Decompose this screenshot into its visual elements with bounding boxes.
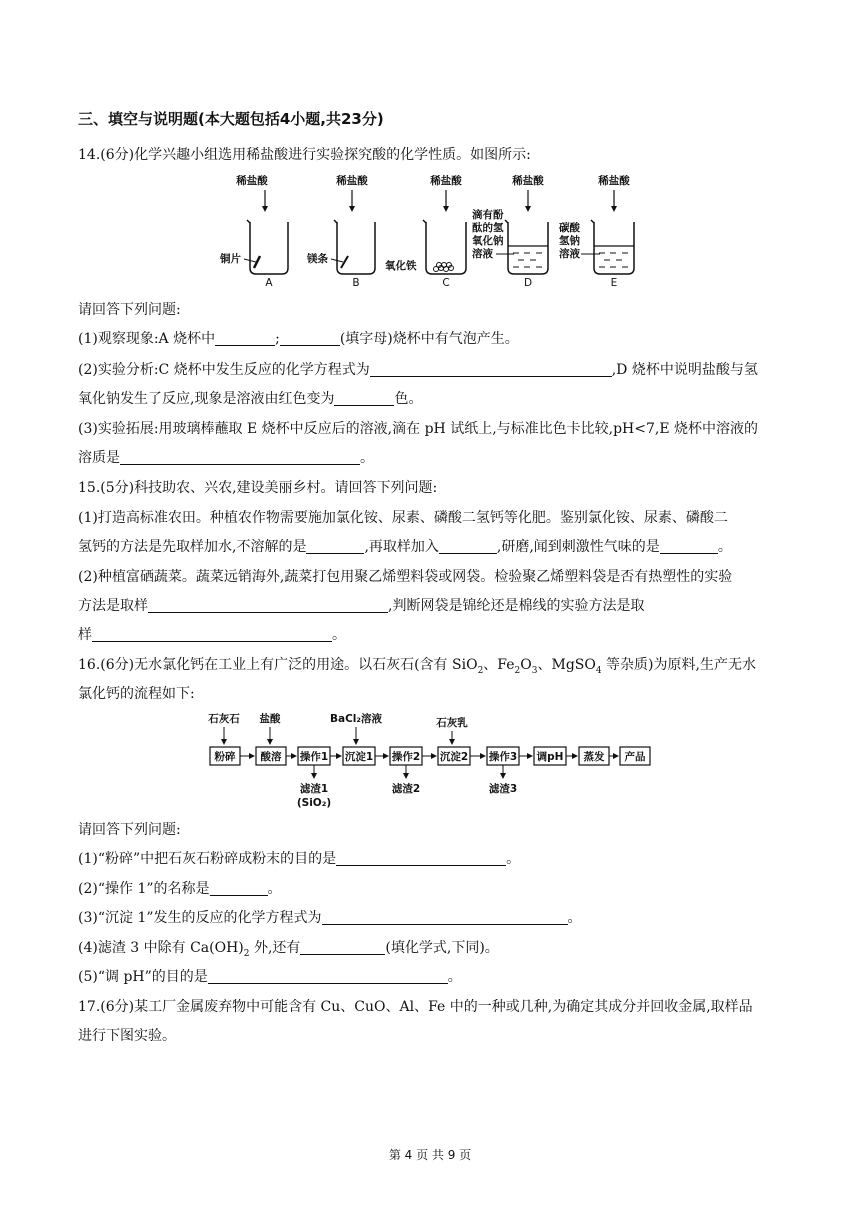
beaker-a — [219, 174, 288, 289]
q16-part4-text-b: 外,还有 — [249, 940, 301, 956]
beaker-c-reagent: 氧化铁 — [385, 260, 417, 272]
q15-part1-text-b: 氢钙的方法是先取样加水,不溶解的是 — [78, 539, 307, 555]
flow-step-7: 操作3 — [488, 751, 518, 763]
q16-stem-c: 、Fe — [483, 657, 515, 673]
flow-step-1: 粉碎 — [214, 751, 236, 763]
q16-part2-text-b: 。 — [267, 881, 282, 897]
beaker-a-reagent: 铜片 — [220, 253, 241, 265]
q16-stem-i: 等杂质)为原料,生产无水 — [601, 657, 756, 673]
q16-stem-h: 4 — [595, 665, 602, 676]
flow-step-10: 产品 — [624, 751, 646, 763]
flow-input-limestone: 石灰石 — [208, 713, 240, 725]
beaker-a-acid-label: 稀盐酸 — [236, 175, 268, 187]
q16-stem-d: 2 — [514, 665, 521, 676]
beaker-e-acid-label: 稀盐酸 — [598, 175, 630, 187]
q16-stem-b: 2 — [477, 665, 484, 676]
q14-stem: 14.(6分)化学兴趣小组选用稀盐酸进行实验探究酸的化学性质。如图所示: — [78, 147, 531, 163]
q14-part3-line2 — [78, 449, 374, 467]
q15-part1-blank-1[interactable] — [306, 539, 364, 554]
beaker-c — [385, 174, 466, 289]
page-footer: 第 4 页 共 9 页 — [388, 1148, 472, 1162]
q14-part2-text-b: ,D 烧杯中说明盐酸与氢 — [611, 362, 758, 378]
beaker-c-acid-label: 稀盐酸 — [430, 175, 462, 187]
beaker-e-reagent-line-2: 氢钠 — [559, 235, 580, 247]
q15-stem: 15.(5分)科技助农、兴农,建设美丽乡村。请回答下列问题: — [78, 480, 438, 496]
q16-stem-a: 16.(6分)无水氯化钙在工业上有广泛的用途。以石灰石(含有 SiO — [78, 657, 478, 673]
q16-part2-text-a: (2)“操作 1”的名称是 — [78, 881, 210, 897]
q16-part3-text-b: 。 — [567, 910, 582, 926]
q16-part5-text-a: (5)“调 pH”的目的是 — [78, 969, 208, 985]
q16-part2 — [78, 880, 282, 898]
q16-part4-blank[interactable] — [300, 940, 385, 955]
q14-part3-line1: (3)实验拓展:用玻璃棒蘸取 E 烧杯中反应后的溶液,滴在 pH 试纸上,与标准比色卡比较,pH<7,E 烧杯中溶液的 — [78, 421, 759, 437]
q16-part1-text-b: 。 — [506, 851, 521, 867]
q15-part2-line2 — [78, 597, 644, 615]
q16-prompt: 请回答下列问题: — [78, 822, 181, 838]
q16-part3-blank[interactable] — [322, 910, 568, 925]
q16-part1-blank[interactable] — [336, 851, 506, 866]
flow-step-4: 沉淀1 — [344, 751, 374, 763]
q16-part5-blank[interactable] — [208, 969, 448, 984]
q14-part1-text-a: (1)观察现象:A 烧杯中 — [78, 331, 216, 347]
q15-part2-text-c: ,判断网袋是锦纶还是棉线的实验方法是取 — [388, 598, 645, 614]
q14-prompt: 请回答下列问题: — [78, 302, 181, 318]
q15-part1-line2 — [78, 538, 732, 556]
flow-residue-1-note: (SiO₂) — [296, 797, 332, 809]
q16-flowchart — [208, 710, 658, 812]
q15-part1-line1: (1)打造高标准农田。种植农作物需要施加氯化铵、尿素、磷酸二氢钙等化肥。鉴别氯化铵、尿素、磷酸二 — [78, 510, 728, 526]
q15-part2-line3 — [78, 626, 346, 644]
q16-part4-sub: 2 — [243, 948, 250, 959]
q14-part2-text-a: (2)实验分析:C 烧杯中发生反应的化学方程式为 — [78, 362, 370, 378]
beaker-d-reagent-line-1: 滴有酚 — [472, 209, 504, 221]
q16-stem-line1 — [78, 656, 756, 680]
flow-residue-2: 滤渣2 — [391, 783, 421, 795]
q14-part2-line1 — [78, 361, 758, 379]
q15-part1-text-c: ,再取样加入 — [364, 539, 439, 555]
q14-part3-blank-solute[interactable] — [120, 450, 360, 465]
q16-part1 — [78, 850, 520, 868]
q14-part1 — [78, 330, 519, 348]
flow-residue-1: 滤渣1 — [299, 783, 329, 795]
q15-part2-text-b: 方法是取样 — [78, 598, 148, 614]
q14-part2-text-c: 氧化钠发生了反应,现象是溶液由红色变为 — [78, 391, 335, 407]
q16-part4-text-c: (填化学式,下同)。 — [385, 940, 499, 956]
q15-part1-text-e: 。 — [717, 539, 732, 555]
q16-part5 — [78, 968, 462, 986]
beaker-d-reagent-line-2: 酞的氢 — [472, 222, 504, 234]
flow-step-2: 酸溶 — [260, 751, 282, 763]
q16-part5-text-b: 。 — [447, 969, 462, 985]
q15-part1-text-d: ,研磨,闻到刺激性气味的是 — [496, 539, 660, 555]
beaker-d-letter: D — [523, 277, 533, 289]
beaker-e — [559, 174, 634, 289]
q16-stem-g: 、MgSO — [537, 657, 596, 673]
q16-part4 — [78, 939, 499, 963]
q16-stem-e: O — [520, 657, 532, 673]
flow-step-9: 蒸发 — [583, 751, 605, 763]
q14-part3-text-b: 溶质是 — [78, 450, 120, 466]
q14-part1-text-c: (填字母)烧杯中有气泡产生。 — [339, 331, 519, 347]
q17-line2: 进行下图实验。 — [78, 1028, 176, 1044]
q16-stem-line2: 氯化钙的流程如下: — [78, 686, 195, 702]
q14-part2-text-d: 色。 — [394, 391, 423, 407]
q16-part4-text-a: (4)滤渣 3 中除有 Ca(OH) — [78, 940, 244, 956]
q14-part3-text-c: 。 — [360, 450, 374, 466]
beaker-e-reagent-line-1: 碳酸 — [559, 222, 580, 234]
q15-part1-blank-2[interactable] — [439, 539, 497, 554]
q15-part2-blank-1[interactable] — [148, 598, 388, 613]
beaker-b-reagent: 镁条 — [307, 253, 328, 265]
flow-residue-3: 滤渣3 — [488, 783, 518, 795]
q16-stem-f: 3 — [531, 665, 538, 676]
beaker-a-letter: A — [265, 277, 273, 289]
q17-line1: 17.(6分)某工厂金属废弃物中可能含有 Cu、CuO、Al、Fe 中的一种或几种,为确定其成分并回收金属,取样品 — [78, 999, 753, 1015]
q15-part2-blank-2[interactable] — [92, 627, 332, 642]
beaker-e-letter: E — [610, 277, 618, 289]
flow-step-8: 调pH — [536, 751, 564, 763]
flow-step-6: 沉淀2 — [439, 751, 469, 763]
q15-part2-line1: (2)种植富硒蔬菜。蔬菜远销海外,蔬菜打包用聚乙烯塑料袋或网袋。检验聚乙烯塑料袋是否有热塑性的实验 — [78, 569, 733, 585]
flow-input-limewater: 石灰乳 — [436, 717, 468, 729]
q16-part3 — [78, 909, 582, 927]
q15-part2-text-e: 。 — [332, 627, 346, 643]
beaker-d — [472, 174, 548, 289]
q14-part2-line2 — [78, 390, 422, 408]
q15-part1-blank-3[interactable] — [660, 539, 718, 554]
q14-part1-text-b: ; — [275, 331, 280, 347]
flow-input-bacl2: BaCl₂溶液 — [330, 713, 382, 725]
beaker-d-reagent-line-3: 氧化钠 — [472, 235, 504, 247]
q15-part2-text-d: 样 — [78, 627, 92, 643]
flow-step-3: 操作1 — [299, 751, 329, 763]
q16-part2-blank[interactable] — [210, 881, 268, 896]
section-title: 三、填空与说明题(本大题包括4小题,共23分) — [78, 110, 384, 128]
q14-part2-blank-equation[interactable] — [370, 362, 612, 377]
q14-part1-blank-2[interactable] — [280, 331, 340, 346]
q14-part1-blank-1[interactable] — [215, 331, 275, 346]
beaker-e-reagent-line-3: 溶液 — [559, 248, 580, 260]
q14-beaker-figure — [210, 170, 650, 292]
q16-part3-text-a: (3)“沉淀 1”发生的反应的化学方程式为 — [78, 910, 322, 926]
flow-step-5: 操作2 — [391, 751, 421, 763]
beaker-b — [306, 174, 375, 289]
beaker-d-reagent-line-4: 溶液 — [472, 248, 493, 260]
flow-input-hcl: 盐酸 — [259, 713, 281, 725]
beaker-d-acid-label: 稀盐酸 — [512, 175, 544, 187]
beaker-b-letter: B — [352, 277, 360, 289]
q14-part2-blank-color[interactable] — [334, 391, 394, 406]
q16-part1-text-a: (1)“粉碎”中把石灰石粉碎成粉末的目的是 — [78, 851, 337, 867]
beaker-c-letter: C — [442, 277, 450, 289]
beaker-b-acid-label: 稀盐酸 — [336, 175, 368, 187]
